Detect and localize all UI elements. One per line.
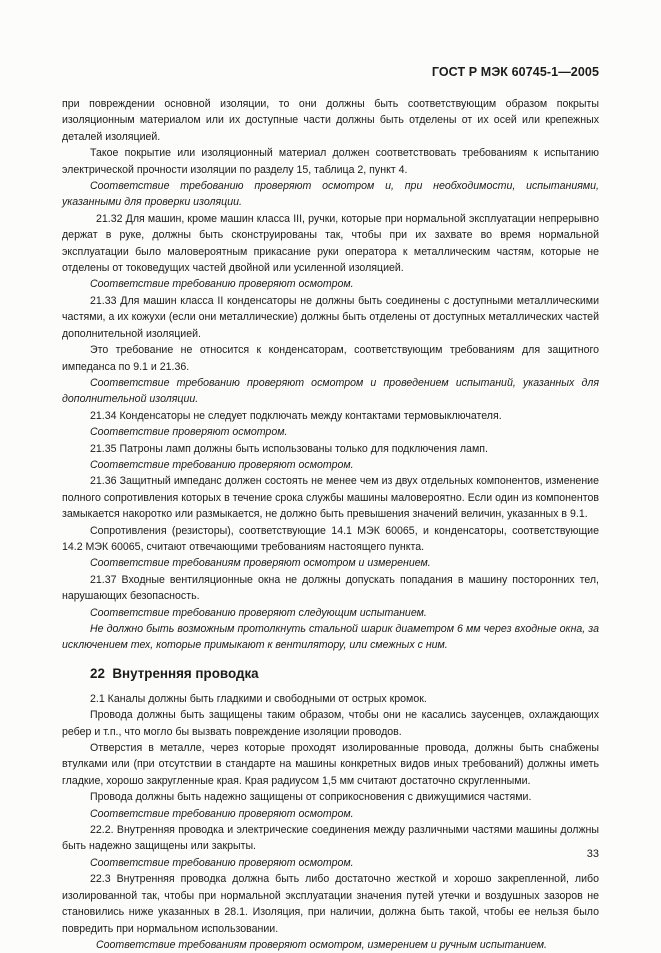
paragraph: 21.37 Входные вентиляционные окна не должны допускать попадания в машину посторонних тел, нарушающих безопасность. [62, 573, 599, 603]
compliance-note: Соответствие требованию проверяют осмотром. [90, 807, 354, 820]
document-code-header: ГОСТ Р МЭК 60745-1—2005 [431, 65, 599, 79]
paragraph: Отверстия в металле, через которые проходят изолированные провода, должны быть снабжены втулками или (при отсутствии в стандарте на машины конкретных видов иных требований) должны иметь гладкие, хорошо закругленные края. Края радиусом 1,5 мм считают достаточно скругленными. [62, 742, 599, 787]
section-21-continuation [62, 96, 599, 654]
compliance-note: Не должно быть возможным протолкнуть стальной шарик диаметром 6 мм через входные окна, за исключением тех, которые примыкают к вентилятору, или смежных с ним. [62, 623, 599, 652]
paragraph: 21.33 Для машин класса II конденсаторы не должны быть соединены с доступными металлическими частями, а их кожухи (если они металлические) должны быть отделены от доступных металлических частей дополнительной изоляцией. [62, 294, 599, 340]
compliance-note: Соответствие требованию проверяют осмотром и, при необходимости, испытаниями, указанными для проверки изоляции. [62, 180, 599, 209]
paragraph: Провода должны быть защищены таким образом, чтобы они не касались заусенцев, охлаждающих ребер и т.п., что могло бы вызвать повреждение изоляции проводов. [62, 709, 599, 738]
compliance-note: Соответствие требованию проверяют следующим испытанием. [90, 606, 427, 619]
paragraph: Сопротивления (резисторы), соответствующие 14.1 МЭК 60065, и конденсаторы, соответствующие 14.2 МЭК 60065, считают отвечающими требованиям настоящего пункта. [62, 524, 599, 553]
section-number: 22 [90, 665, 105, 681]
page-body [62, 96, 599, 953]
paragraph: при повреждении основной изоляции, то они должны быть соответствующим образом покрыты изоляционным материалом или их доступные части должны быть отделены от их осей или крепежных деталей изоляцией. [62, 98, 599, 143]
compliance-note: Соответствие требованиям проверяют осмотром, измерением и ручным испытанием. [96, 938, 547, 951]
paragraph: 21.32 Для машин, кроме машин класса III, ручки, которые при нормальной эксплуатации непрерывно держат в руке, должны быть сконструированы так, чтобы при их захвате во время нормальной эксплуатации было маловероятным прикасание руки оператора к металлическим частям, которые не отделены от токоведущих частей двойной или усиленной изоляцией. [62, 212, 599, 275]
compliance-note: Соответствие требованию проверяют осмотром. [90, 278, 354, 291]
compliance-note: Соответствие требованиям проверяют осмотром и измерением. [90, 557, 431, 570]
page-number: 33 [586, 848, 599, 860]
paragraph: 21.34 Конденсаторы не следует подключать между контактами термовыключателя. [90, 409, 502, 422]
paragraph: Провода должны быть надежно защищены от соприкосновения с движущимися частями. [90, 791, 532, 804]
compliance-note: Соответствие требованию проверяют осмотром и проведением испытаний, указанных для дополнительной изоляции. [62, 376, 599, 406]
compliance-note: Соответствие требованию проверяют осмотром. [90, 458, 354, 471]
section-22-body [62, 691, 599, 953]
paragraph: 22.3 Внутренняя проводка должна быть либо достаточно жесткой и хорошо закрепленной, либо изолированной так, чтобы при нормальной эксплуатации значения путей утечки и воздушных зазоров не становились ниже указанных в 28.1. Изоляция, при наличии, должна быть такой, чтобы ее нельзя было повредить при нормальном использовании. [62, 873, 599, 935]
compliance-note: Соответствие требованию проверяют осмотром. [90, 856, 354, 869]
paragraph: Это требование не относится к конденсаторам, соответствующим требованиям для защитного импеданса по 9.1 и 21.36. [62, 344, 599, 373]
paragraph: 22.2. Внутренняя проводка и электрические соединения между различными частями машины должны быть надежно защищены или закрыты. [62, 824, 599, 853]
paragraph: Такое покрытие или изоляционный материал должен соответствовать требованиям к испытанию электрической прочности изоляции по разделу 15, таблица 2, пункт 4. [62, 147, 599, 176]
paragraph: 21.35 Патроны ламп должны быть использованы только для подключения ламп. [90, 442, 488, 455]
section-title: Внутренняя проводка [112, 665, 259, 681]
section-heading [90, 663, 599, 685]
paragraph: 21.36 Защитный импеданс должен состоять не менее чем из двух отдельных компонентов, изменение полного сопротивления которых в течение срока службы машины маловероятно. Если один из компонентов замыкается накоротко или размыкается, не должно быть превышения значений величин, указанных в 9.1. [62, 475, 599, 521]
paragraph: 2.1 Каналы должны быть гладкими и свободными от острых кромок. [90, 692, 427, 705]
compliance-note: Соответствие проверяют осмотром. [90, 426, 288, 439]
